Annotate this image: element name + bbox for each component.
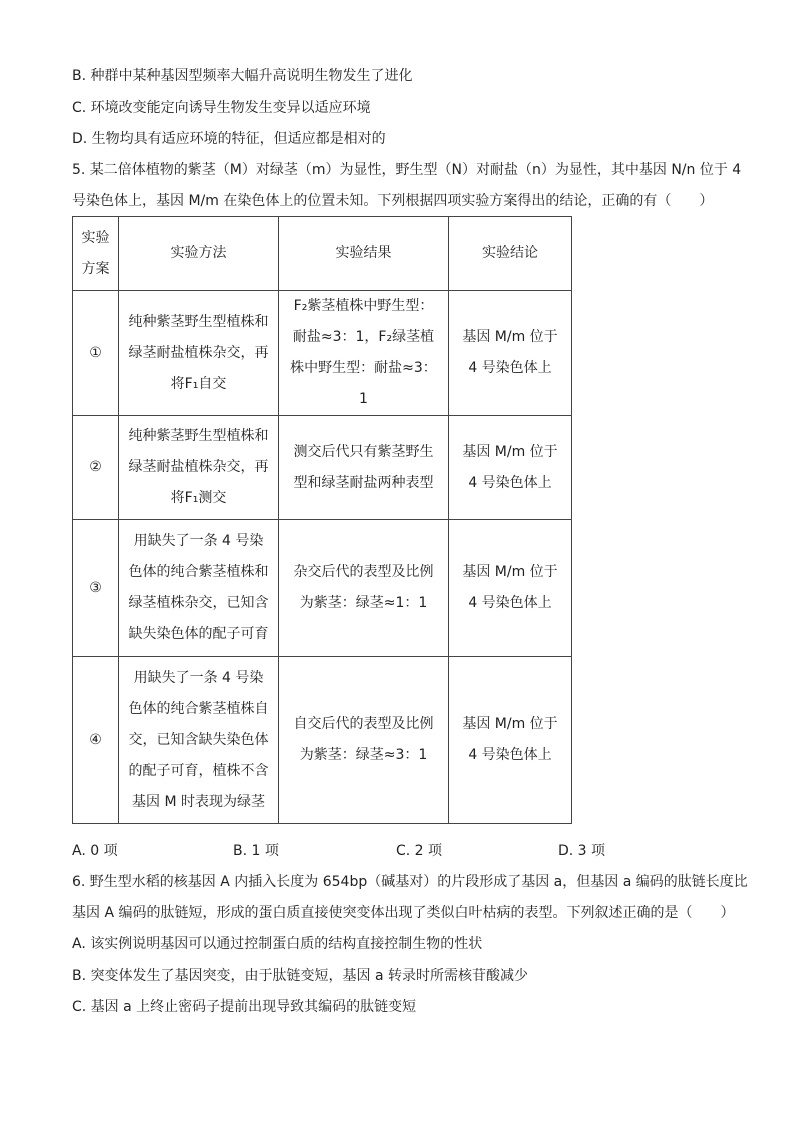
question-6-option-a: A. 该实例说明基因可以通过控制蛋白质的结构直接控制生物的性状	[72, 936, 483, 952]
question-6-stem-1: 6. 野生型水稻的核基因 A 内插入长度为 654bp（碱基对）的片段形成了基因 a，但基因 a 编码的肽链长度比	[72, 874, 748, 890]
header-result: 实验结果	[279, 217, 449, 291]
option-b-line: B. 种群中某种基因型频率大幅升高说明生物发生了进化	[72, 68, 413, 84]
option-b: B. 1 项	[233, 843, 279, 859]
row-conclusion: 基因 M/m 位于 4 号染色体上	[449, 291, 572, 416]
row-number: ③	[73, 520, 119, 657]
question-6-stem-2: 基因 A 编码的肽链短，形成的蛋白质直接使突变体出现了类似白叶枯病的表型。下列叙述正确的是（ ）	[72, 905, 735, 921]
table-row	[73, 416, 572, 520]
question-6-option-b: B. 突变体发生了基因突变，由于肽链变短，基因 a 转录时所需核苷酸减少	[72, 968, 528, 984]
table-row	[73, 657, 572, 824]
header-conclusion: 实验结论	[449, 217, 572, 291]
row-method: 用缺失了一条 4 号染色体的纯合紫茎植株自交，已知含缺失染色体的配子可育，植株不含基因 M 时表现为绿茎	[119, 657, 279, 824]
row-result: 测交后代只有紫茎野生型和绿茎耐盐两种表型	[279, 416, 449, 520]
row-method: 纯种紫茎野生型植株和绿茎耐盐植株杂交，再将F₁测交	[119, 416, 279, 520]
row-number: ①	[73, 291, 119, 416]
row-number: ②	[73, 416, 119, 520]
row-result: 杂交后代的表型及比例为紫茎：绿茎≈1：1	[279, 520, 449, 657]
row-method: 纯种紫茎野生型植株和绿茎耐盐植株杂交，再将F₁自交	[119, 291, 279, 416]
experiment-table	[72, 216, 572, 824]
row-conclusion: 基因 M/m 位于 4 号染色体上	[449, 520, 572, 657]
question-5-stem-1: 5. 某二倍体植物的紫茎（M）对绿茎（m）为显性，野生型（N）对耐盐（n）为显性，其中基因 N/n 位于 4	[72, 162, 742, 178]
option-c-line: C. 环境改变能定向诱导生物发生变异以适应环境	[72, 100, 371, 116]
table-row	[73, 291, 572, 416]
table-row	[73, 520, 572, 657]
row-result: F₂紫茎植株中野生型：耐盐≈3：1，F₂绿茎植株中野生型：耐盐≈3：1	[279, 291, 449, 416]
header-scheme: 实验方案	[73, 217, 119, 291]
question-5-stem-2: 号染色体上，基因 M/m 在染色体上的位置未知。下列根据四项实验方案得出的结论，正确的有（ ）	[72, 193, 714, 209]
question-6-option-c: C. 基因 a 上终止密码子提前出现导致其编码的肽链变短	[72, 999, 417, 1015]
option-d-line: D. 生物均具有适应环境的特征，但适应都是相对的	[72, 131, 386, 147]
row-number: ④	[73, 657, 119, 824]
option-d: D. 3 项	[558, 843, 606, 859]
option-c: C. 2 项	[396, 843, 443, 859]
row-method: 用缺失了一条 4 号染色体的纯合紫茎植株和绿茎植株杂交，已知含缺失染色体的配子可育	[119, 520, 279, 657]
option-a: A. 0 项	[72, 843, 118, 859]
table-header-row	[73, 217, 572, 291]
row-result: 自交后代的表型及比例为紫茎：绿茎≈3：1	[279, 657, 449, 824]
question-5-options	[72, 841, 632, 861]
header-method: 实验方法	[119, 217, 279, 291]
row-conclusion: 基因 M/m 位于 4 号染色体上	[449, 416, 572, 520]
row-conclusion: 基因 M/m 位于 4 号染色体上	[449, 657, 572, 824]
